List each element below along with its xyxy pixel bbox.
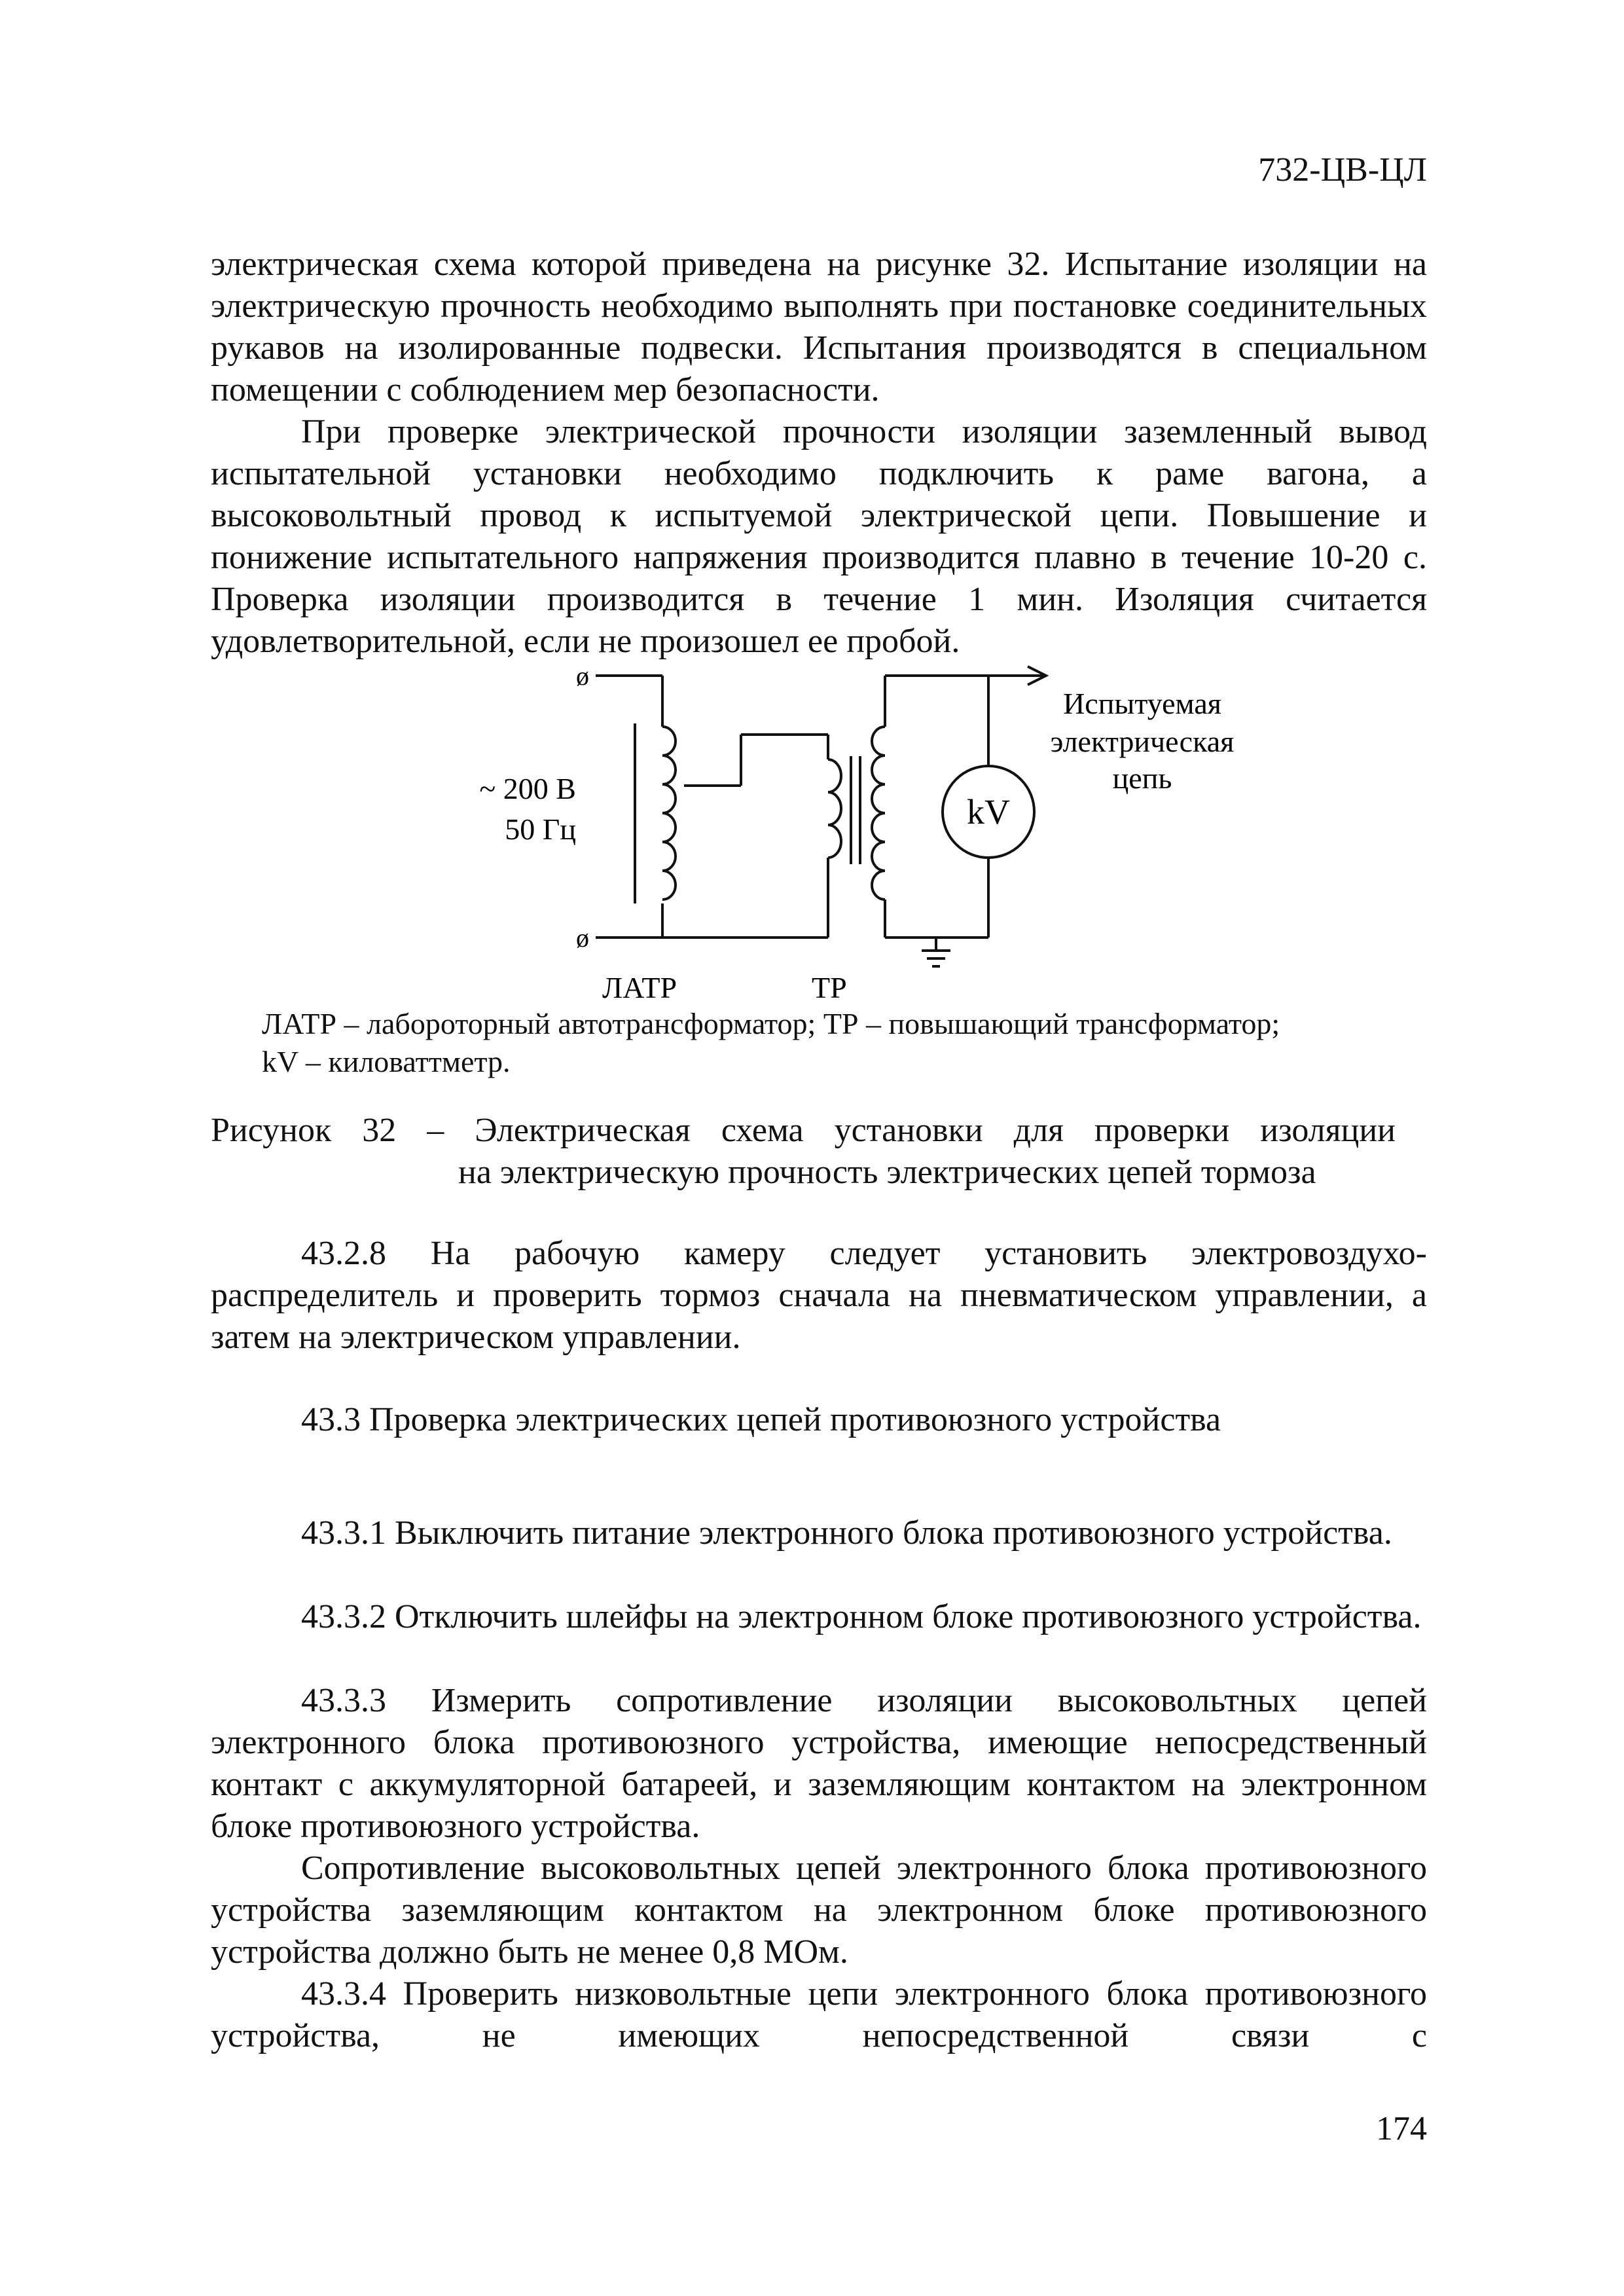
circuit-diagram [0, 0, 1624, 1034]
terminal-top-symbol: ø [576, 661, 589, 691]
supply-voltage-label: ~ 200 В [479, 772, 576, 805]
load-label-line2: электрическая [1050, 725, 1235, 758]
figure-legend-line1: ЛАТР – лабороторный автотрансформатор; ТР – повышающий трансформатор; [262, 1007, 1280, 1040]
figure-caption-line2: на электрическую прочность электрических цепей тормоза [458, 1154, 1316, 1191]
tr-label: ТР [812, 971, 847, 1004]
paragraph-43-2-8: 43.2.8 На рабочую камеру следует установить электровоздухо-распределитель и проверить тормоз сначала на пневматическом управлении, а затем на электрическом управлении. [211, 1235, 1427, 1356]
paragraph-resistance: Сопротивление высоковольтных цепей электронного блока противоюзного устройства заземляющим контактом на электронном блоке противоюзного устройства должно быть не менее 0,8 МОм. [211, 1850, 1427, 1971]
paragraph-strength-test: При проверке электрической прочности изоляции заземленный вывод испытательной установки необходимо подключить к раме вагона, а высоковольтный провод к испытуемой электрической цепи. Повышение и понижение испытательного напряжения производится плавно в течение 10-20 с. Проверка изоляции производится в течение 1 мин. Изоляция считается удовлетворительной, если не произошел ее пробой. [211, 413, 1427, 660]
tr-secondary-coil [872, 727, 885, 900]
figure-caption-line1: Рисунок 32 – Электрическая схема установки для проверки изоляции [211, 1112, 1396, 1149]
document-code: 732-ЦВ-ЦЛ [1258, 151, 1427, 189]
section-heading-43-3: 43.3 Проверка электрических цепей противоюзного устройства [301, 1401, 1221, 1438]
page-number: 174 [1376, 2110, 1427, 2147]
terminal-bottom-symbol: ø [576, 923, 589, 953]
tr-primary-coil [828, 759, 841, 858]
paragraph-scheme-intro: электрическая схема которой приведена на рисунке 32. Испытание изоляции на электрическую прочность необходимо выполнять при постановке соединительных рукавов на изолированные подвески. Испытания производятся в специальном помещении с соблюдением мер безопасности. [211, 246, 1427, 409]
load-label-line3: цепь [1112, 761, 1172, 795]
kv-meter-label: kV [967, 792, 1010, 831]
paragraph-43-3-3: 43.3.3 Измерить сопротивление изоляции высоковольтных цепей электронного блока противоюзного устройства, имеющие непосредственный контакт с аккумуляторной батареей, и заземляющим контактом на электронном блоке противоюзного устройства. [211, 1682, 1427, 1845]
paragraph-43-3-2: 43.3.2 Отключить шлейфы на электронном блоке противоюзного устройства. [301, 1598, 1422, 1635]
paragraph-43-3-1: 43.3.1 Выключить питание электронного блока противоюзного устройства. [301, 1514, 1392, 1552]
latr-coil [662, 727, 676, 900]
paragraph-43-3-4: 43.3.4 Проверить низковольтные цепи электронного блока противоюзного устройства, не имеющих непосредственной связи с [211, 1975, 1427, 2054]
supply-frequency-label: 50 Гц [505, 812, 576, 846]
load-label-line1: Испытуемая [1063, 687, 1221, 720]
latr-label: ЛАТР [602, 971, 677, 1004]
figure-legend-line2: kV – киловаттметр. [262, 1045, 511, 1078]
